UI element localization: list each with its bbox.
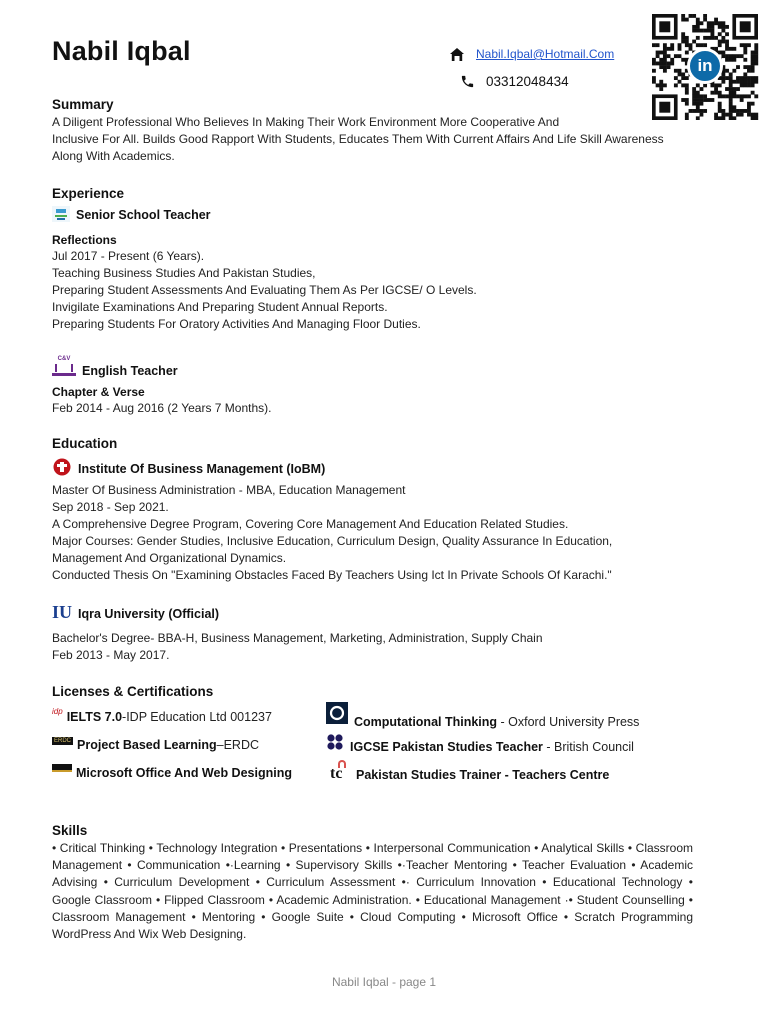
microsoft-office-logo-icon [52,764,72,772]
school-details-iobm: Master Of Business Administration - MBA, Education Management Sep 2018 - Sep 2021. A Comprehensive Degree Program, Covering Core Management And Education Related Studies. Major Courses: Gender Studies, Inclusive Education, Curriculum Design, Quality Assurance In Education, Management And Organizational Dynamics. Conducted Thesis On "Examining Obstacles Faced By Teachers Using Ict In Private Schools Of Karachi." [52,483,613,582]
education-heading: Education [52,436,118,451]
iqra-logo-icon: IU [52,602,73,622]
cert-ielts: idp IELTS 7.0 - IDP Education Ltd 001237 [52,706,272,724]
school-iobm: Institute Of Business Management (IoBM) [52,458,325,476]
phone-row [460,74,569,89]
cert-microsoft-office: Microsoft Office And Web Designing [52,766,292,780]
home-icon [450,48,464,61]
cert-igcse-teacher: IGCSE Pakistan Studies Teacher - British Council [326,734,634,752]
idp-logo-icon: idp [52,706,63,716]
skills-heading: Skills [52,823,88,838]
job-details-senior-teacher: Jul 2017 - Present (6 Years). Teaching Business Studies And Pakistan Studies, Preparing Student Assessments And Evaluating Them As Per IGCSE/ O Levels. Invigilate Examinations And Preparing Student Annual Reports. Preparing Students For Oratory Activities And Managing Floor Duties. [52,249,477,331]
qr-code[interactable] [650,14,760,120]
cert-project-based-learning: ERDC Project Based Learning – ERDC [54,738,260,752]
phone-number: 03312048434 [486,74,569,89]
oxford-logo-icon [326,702,348,724]
job-title-english-teacher: C&V English Teacher [52,356,178,378]
certifications-heading: Licenses & Certifications [52,684,214,699]
job-title-senior-teacher: Senior School Teacher [52,206,211,222]
person-name: Nabil Iqbal [52,36,191,66]
chapter-verse-logo-icon: C&V [52,356,76,378]
erdc-logo-icon: ERDC [54,738,72,744]
summary-heading: Summary [52,97,114,112]
cert-computational-thinking: Computational Thinking - Oxford University Press [326,702,639,724]
page-footer: Nabil Iqbal - page 1 [331,975,437,989]
cert-pakistan-studies-trainer: tc Pakistan Studies Trainer - Teachers Centre [330,760,609,782]
reflections-logo-icon [52,206,70,222]
phone-icon [460,74,475,89]
job-details-english-teacher: Feb 2014 - Aug 2016 (2 Years 7 Months). [52,401,272,415]
experience-heading: Experience [52,186,125,201]
email-row [450,47,614,61]
summary-text: A Diligent Professional Who Believes In Making Their Work Environment More Cooperative And Inclusive For All. Builds Good Rapport With Students, Educates Them With Current Affairs And Life Skill Awareness Along With Academics. [52,115,664,163]
job-org-chapter-verse: Chapter & Verse [52,385,145,399]
job-org-reflections: Reflections [52,233,117,247]
iobm-logo-icon [52,458,72,476]
teachers-centre-logo-icon: tc [330,760,350,782]
school-details-iqra: Bachelor's Degree- BBA-H, Business Management, Marketing, Administration, Supply Chain Feb 2013 - May 2017. [52,631,543,662]
linkedin-icon: in [687,48,723,84]
school-iqra: IU Iqra University (Official) [52,602,220,622]
british-council-logo-icon [326,734,344,752]
email-link[interactable]: Nabil.Iqbal@Hotmail.Com [476,47,615,61]
skills-text: • Critical Thinking • Technology Integration • Presentations • Interpersonal Communication • Analytical Skills • Classroom Management • Communication •·Learning • Supervisory Skills •·Teacher Mentoring • Teacher Evaluation • Academic Advising • Curriculum Development • Curriculum Assessment •· Curriculum Innovation • Educational Technology • Google Classroom • Flipped Classroom • Academic Administration. • Educational Management ·• Student Counselling • Classroom Management • Mentoring • Google Suite • Cloud Computing • Microsoft Office • Scratch Programming WordPress And Wix Web Designing. [52,841,693,942]
